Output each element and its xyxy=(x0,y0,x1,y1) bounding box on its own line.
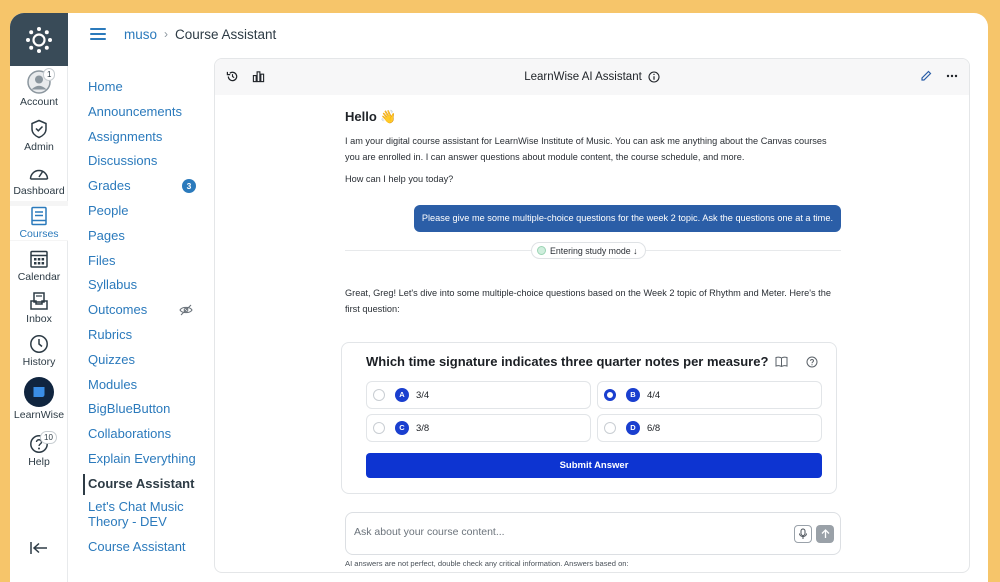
nav-help[interactable] xyxy=(10,434,68,468)
microphone-button[interactable] xyxy=(794,525,812,543)
send-button[interactable] xyxy=(816,525,834,543)
grades-count-badge: 3 xyxy=(182,179,196,193)
course-nav-syllabus[interactable]: Syllabus xyxy=(88,277,138,293)
clock-icon xyxy=(29,334,49,354)
nav-help-label: Help xyxy=(28,456,50,468)
nav-inbox[interactable] xyxy=(10,291,68,325)
global-nav xyxy=(10,13,68,582)
course-nav-assignments[interactable]: Assignments xyxy=(88,128,163,144)
assistant-reply: Great, Greg! Let's dive into some multiple-choice questions based on the Week 2 topic of Rhythm and Meter. Here's the first question: xyxy=(345,288,831,314)
option-text-c: 3/8 xyxy=(416,422,430,434)
course-nav-outcomes-row xyxy=(68,298,208,323)
canvas-logo-icon xyxy=(25,26,53,54)
ai-disclaimer: AI answers are not perfect, double check any critical information. Answers based on: xyxy=(345,559,629,568)
option-letter-c: C xyxy=(395,421,409,435)
account-badge: 1 xyxy=(43,68,55,81)
course-nav xyxy=(68,75,208,559)
book-icon xyxy=(30,206,48,226)
breadcrumb-separator: › xyxy=(164,27,169,41)
browser-frame xyxy=(10,13,988,582)
canvas-logo[interactable] xyxy=(10,13,68,66)
info-icon[interactable] xyxy=(648,71,660,83)
radio-b-selected[interactable] xyxy=(604,389,616,401)
study-mode-pill[interactable] xyxy=(531,242,646,259)
course-nav-discussions[interactable]: Discussions xyxy=(88,153,158,169)
nav-courses-label: Courses xyxy=(19,228,59,240)
nav-dashboard[interactable] xyxy=(10,163,68,197)
chat-thread xyxy=(345,109,841,314)
arrow-up-icon xyxy=(821,529,830,539)
nav-history-label: History xyxy=(22,356,56,368)
assistant-title-wrap xyxy=(215,71,969,83)
open-book-icon[interactable] xyxy=(775,356,788,367)
quiz-card xyxy=(341,342,837,494)
radio-c[interactable] xyxy=(373,422,385,434)
breadcrumb-current: Course Assistant xyxy=(175,26,277,42)
collapse-arrow-icon xyxy=(30,541,48,555)
course-nav-explain-everything[interactable]: Explain Everything xyxy=(88,450,196,466)
nav-learnwise-label: LearnWise xyxy=(13,409,65,421)
radio-a[interactable] xyxy=(373,389,385,401)
question-help-icon[interactable] xyxy=(806,356,818,368)
assistant-prompt: How can I help you today? xyxy=(345,174,454,184)
option-letter-d: D xyxy=(626,421,640,435)
course-nav-announcements[interactable]: Announcements xyxy=(88,103,182,119)
chat-input[interactable] xyxy=(354,526,754,538)
radio-d[interactable] xyxy=(604,422,616,434)
course-nav-grades[interactable]: Grades xyxy=(88,178,131,194)
option-letter-b: B xyxy=(626,388,640,402)
quiz-option-a[interactable] xyxy=(366,381,591,409)
nav-admin-label: Admin xyxy=(24,141,54,153)
nav-calendar[interactable] xyxy=(10,249,68,283)
study-mode-dot-icon xyxy=(537,246,546,255)
help-badge: 10 xyxy=(40,431,57,444)
option-text-b: 4/4 xyxy=(647,389,661,401)
header-right-actions xyxy=(920,70,958,82)
breadcrumb-course-link[interactable]: muso xyxy=(124,26,158,42)
chat-input-box xyxy=(345,512,841,555)
nav-history[interactable] xyxy=(10,334,68,368)
calendar-icon xyxy=(29,249,49,269)
course-nav-lets-chat-music-theory[interactable]: Let's Chat Music Theory - DEV xyxy=(88,498,184,529)
assistant-header xyxy=(215,59,969,95)
nav-learnwise[interactable] xyxy=(10,377,68,421)
assistant-panel xyxy=(214,58,970,573)
course-nav-course-assistant[interactable]: Course Assistant xyxy=(88,538,186,554)
course-nav-modules[interactable]: Modules xyxy=(88,376,138,392)
chat-bubble-icon xyxy=(24,377,54,407)
nav-calendar-label: Calendar xyxy=(17,271,61,283)
assistant-intro: I am your digital course assistant for LearnWise Institute of Music. You can ask me anything about the Canvas courses you are enrolled in. I can answer questions about module content, the course schedule, and more. xyxy=(345,136,827,162)
shield-icon xyxy=(29,119,49,139)
quiz-option-c[interactable] xyxy=(366,414,591,442)
more-options-icon[interactable] xyxy=(946,74,958,78)
course-nav-grades-row xyxy=(68,174,208,199)
quiz-option-b[interactable] xyxy=(597,381,822,409)
option-text-d: 6/8 xyxy=(647,422,661,434)
submit-answer-button[interactable]: Submit Answer xyxy=(366,453,822,478)
microphone-icon xyxy=(798,528,808,540)
user-message-bubble: Please give me some multiple-choice questions for the week 2 topic. Ask the questions one at a time. xyxy=(414,205,841,232)
option-letter-a: A xyxy=(395,388,409,402)
quiz-option-d[interactable] xyxy=(597,414,822,442)
course-nav-rubrics[interactable]: Rubrics xyxy=(88,326,133,342)
course-nav-bigbluebutton[interactable]: BigBlueButton xyxy=(88,401,171,417)
hamburger-menu-icon[interactable] xyxy=(90,28,106,40)
study-mode-divider xyxy=(345,242,841,256)
nav-account[interactable] xyxy=(10,70,68,108)
inbox-icon xyxy=(29,291,49,311)
edit-icon[interactable] xyxy=(920,70,932,82)
nav-inbox-label: Inbox xyxy=(26,313,52,325)
top-bar xyxy=(68,13,988,55)
course-nav-collaborations[interactable]: Collaborations xyxy=(88,426,172,442)
quiz-actions xyxy=(775,356,818,368)
course-nav-people[interactable]: People xyxy=(88,202,129,218)
course-nav-course-assistant-current[interactable]: Course Assistant xyxy=(68,472,208,497)
study-mode-label: Entering study mode ↓ xyxy=(550,245,638,256)
assistant-title: LearnWise AI Assistant xyxy=(524,71,642,83)
course-nav-files[interactable]: Files xyxy=(88,252,116,268)
nav-admin[interactable] xyxy=(10,119,68,153)
quiz-question: Which time signature indicates three quarter notes per measure? xyxy=(366,354,769,369)
course-nav-outcomes[interactable]: Outcomes xyxy=(88,302,148,318)
nav-courses[interactable] xyxy=(10,206,68,240)
course-nav-quizzes[interactable]: Quizzes xyxy=(88,351,135,367)
nav-account-label: Account xyxy=(20,96,58,108)
collapse-nav-button[interactable] xyxy=(30,541,48,560)
dashboard-icon xyxy=(28,163,50,183)
course-nav-pages[interactable]: Pages xyxy=(88,227,125,243)
greeting-heading: Hello 👋 xyxy=(345,109,397,124)
hidden-eye-icon xyxy=(179,304,193,316)
nav-dashboard-label: Dashboard xyxy=(13,185,65,197)
course-nav-home[interactable]: Home xyxy=(88,79,123,94)
option-text-a: 3/4 xyxy=(416,389,430,401)
